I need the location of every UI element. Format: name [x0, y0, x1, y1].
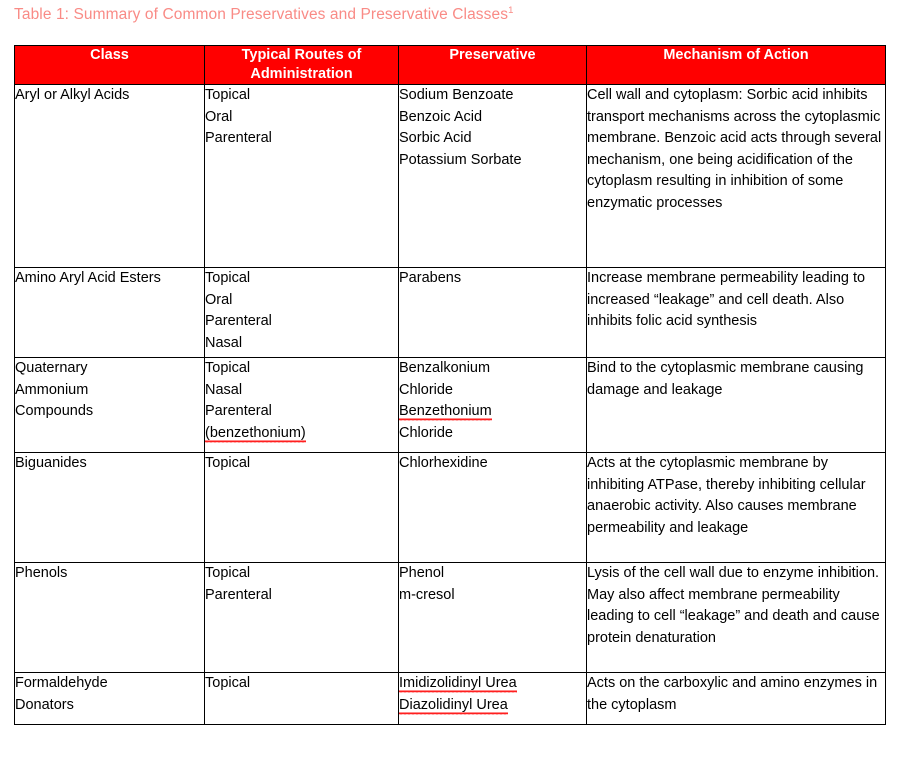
cell-preservative — [399, 563, 587, 673]
table-caption-text: Table 1: Summary of Common Preservatives and Preservative Classes — [14, 6, 509, 23]
cell-preservative-line: Potassium Sorbate — [399, 151, 522, 168]
spellcheck-underline: Diazolidinyl Urea — [399, 696, 508, 713]
column-header-routes: Typical Routes of Administration — [205, 46, 399, 85]
cell-routes-line: Parenteral — [205, 586, 272, 603]
cell-class — [15, 85, 205, 268]
cell-routes-lines — [205, 358, 398, 444]
spellcheck-underline: Benzethonium — [399, 403, 492, 419]
cell-class-line: Quaternary — [15, 360, 88, 376]
cell-class — [15, 563, 205, 673]
cell-class-line: Amino Aryl Acid Esters — [15, 270, 161, 286]
cell-preservative-line: Benzalkonium — [399, 360, 491, 376]
table-caption — [14, 5, 513, 25]
cell-preservative-lines — [399, 85, 586, 171]
table-row — [15, 85, 886, 268]
cell-class-lines — [15, 563, 204, 585]
cell-preservative-line: Chlorhexidine — [399, 455, 488, 471]
cell-class-lines — [15, 268, 204, 290]
preservatives-table — [14, 45, 886, 725]
cell-mechanism: Cell wall and cytoplasm: Sorbic acid inhibits transport mechanisms across the cytoplasmic membrane. Benzoic acid acts through several mechanism, one being acidification of the cytoplasm resulting in inhibition of some enzymatic processes — [587, 85, 886, 268]
cell-mechanism: Increase membrane permeability leading to increased “leakage” and cell death. Also inhibits folic acid synthesis — [587, 268, 886, 358]
spellcheck-underline: Imidizolidinyl Urea — [399, 675, 517, 691]
cell-mechanism: Lysis of the cell wall due to enzyme inhibition. May also affect membrane permeability leading to cell “leakage” and death and cause protein denaturation — [587, 563, 886, 673]
cell-routes-line: Topical — [205, 360, 251, 376]
cell-preservative-line: Sodium Benzoate — [399, 87, 514, 103]
cell-routes — [205, 268, 399, 358]
cell-class-lines — [15, 358, 204, 423]
cell-routes — [205, 453, 399, 563]
cell-preservative-line: Phenol — [399, 565, 445, 581]
table-row — [15, 268, 886, 358]
cell-routes-line: Oral — [205, 108, 233, 125]
cell-class-line: Biguanides — [15, 455, 87, 471]
cell-preservative-line: Chloride — [399, 381, 453, 398]
column-header-class: Class — [15, 46, 205, 85]
cell-preservative-line: Chloride — [399, 424, 453, 441]
cell-class-line: Compounds — [15, 403, 94, 419]
cell-routes-line: Oral — [205, 291, 233, 308]
header-row — [15, 46, 886, 85]
cell-routes-line: Parenteral — [205, 313, 272, 329]
cell-class-lines — [15, 453, 204, 475]
cell-preservative-lines — [399, 268, 586, 290]
table-row — [15, 673, 886, 725]
cell-routes — [205, 563, 399, 673]
cell-preservative-lines — [399, 563, 586, 606]
cell-class-lines — [15, 85, 204, 107]
cell-class — [15, 358, 205, 453]
cell-class — [15, 453, 205, 563]
table-caption-footnote-marker: 1 — [508, 4, 514, 16]
cell-preservative-line: Parabens — [399, 270, 462, 286]
cell-class-line: Phenols — [15, 565, 68, 581]
table-row — [15, 453, 886, 563]
spellcheck-underline: (benzethonium) — [205, 424, 306, 441]
cell-routes-line — [205, 423, 398, 445]
cell-routes-lines — [205, 268, 398, 354]
cell-routes-line: Parenteral — [205, 403, 272, 419]
cell-class-line: Aryl or Alkyl Acids — [15, 87, 130, 103]
cell-preservative — [399, 673, 587, 725]
table-container — [14, 45, 885, 725]
cell-mechanism: Acts at the cytoplasmic membrane by inhibiting ATPase, thereby inhibiting cellular anaerobic activity. Also causes membrane permeability and leakage — [587, 453, 886, 563]
column-header-mechanism: Mechanism of Action — [587, 46, 886, 85]
cell-mechanism: Acts on the carboxylic and amino enzymes in the cytoplasm — [587, 673, 886, 725]
cell-class-lines — [15, 673, 204, 716]
table-header — [15, 46, 886, 85]
column-header-preservative: Preservative — [399, 46, 587, 85]
table-body — [15, 85, 886, 725]
cell-preservative-lines — [399, 673, 586, 716]
cell-class — [15, 268, 205, 358]
cell-preservative — [399, 358, 587, 453]
cell-preservative-line — [399, 695, 586, 717]
cell-routes-lines — [205, 453, 398, 475]
cell-routes-lines — [205, 673, 398, 695]
cell-routes-lines — [205, 563, 398, 606]
cell-preservative — [399, 85, 587, 268]
cell-preservative — [399, 453, 587, 563]
cell-routes-line: Topical — [205, 270, 251, 286]
cell-routes-line: Topical — [205, 87, 251, 103]
cell-class — [15, 673, 205, 725]
cell-preservative-line — [399, 673, 586, 695]
cell-class-line: Donators — [15, 696, 74, 713]
cell-routes-line: Topical — [205, 455, 251, 471]
cell-routes-line: Nasal — [205, 334, 243, 351]
cell-routes-line: Nasal — [205, 381, 243, 398]
cell-preservative-line: Benzoic Acid — [399, 108, 483, 125]
table-row — [15, 358, 886, 453]
cell-preservative-line: m-cresol — [399, 586, 455, 603]
cell-routes-line: Topical — [205, 675, 251, 691]
cell-routes-line: Topical — [205, 565, 251, 581]
cell-preservative-line: Sorbic Acid — [399, 130, 472, 146]
cell-preservative-lines — [399, 358, 586, 444]
cell-class-line: Ammonium — [15, 381, 89, 398]
cell-routes — [205, 673, 399, 725]
cell-class-line: Formaldehyde — [15, 675, 108, 691]
cell-mechanism: Bind to the cytoplasmic membrane causing damage and leakage — [587, 358, 886, 453]
cell-preservative-line — [399, 401, 586, 423]
cell-routes-line: Parenteral — [205, 130, 272, 146]
cell-routes-lines — [205, 85, 398, 150]
cell-routes — [205, 358, 399, 453]
cell-routes — [205, 85, 399, 268]
cell-preservative-lines — [399, 453, 586, 475]
table-row — [15, 563, 886, 673]
cell-preservative — [399, 268, 587, 358]
